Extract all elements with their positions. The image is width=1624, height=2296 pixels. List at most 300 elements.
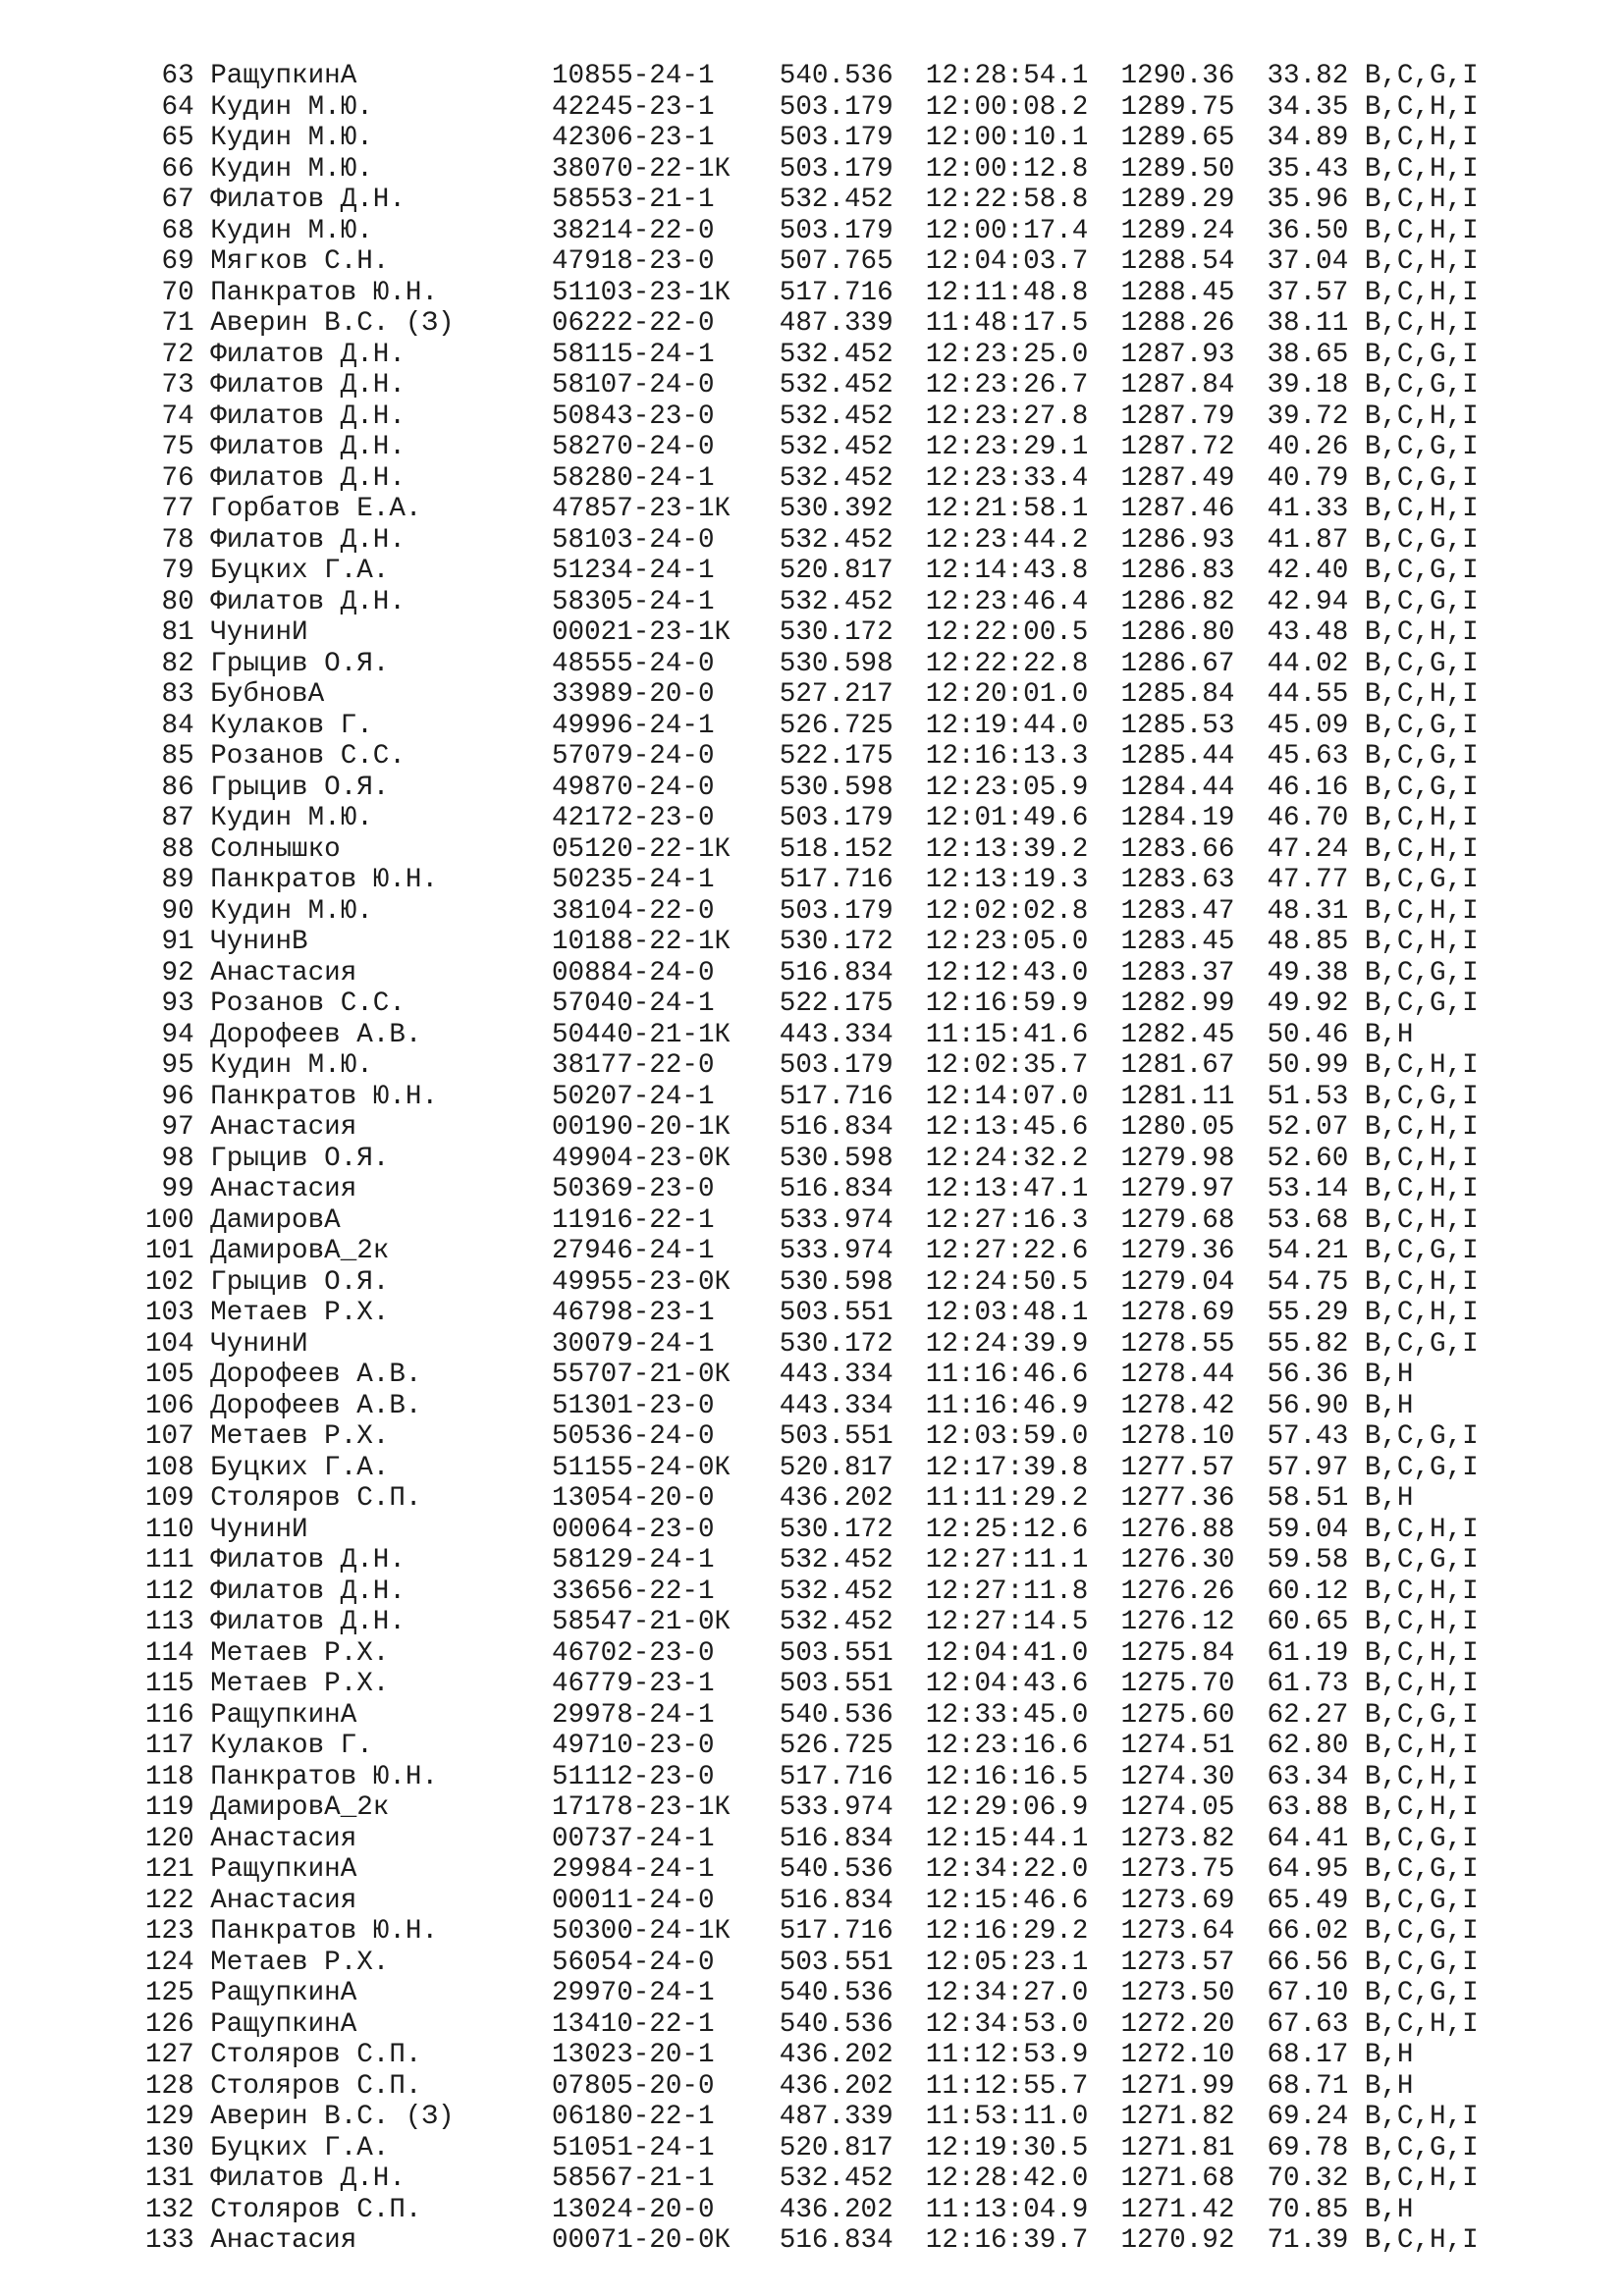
- rank-cell: 90: [161, 895, 194, 927]
- table-row: [145, 1978, 1624, 2009]
- points-cell: 503.179: [779, 123, 893, 153]
- entry-code-cell: 56054-24-0: [551, 1947, 715, 1978]
- participant-name-cell: Анастасия: [210, 1174, 357, 1204]
- time-cell: 12:23:29.1: [925, 432, 1089, 462]
- time-cell: 12:13:45.6: [925, 1112, 1089, 1143]
- total-score-cell: 1289.24: [1120, 215, 1235, 246]
- time-cell: 12:23:26.7: [925, 370, 1089, 400]
- table-row: [145, 2102, 1624, 2133]
- entry-code-cell: 51234-24-1: [551, 556, 715, 586]
- points-cell: 532.452: [779, 524, 893, 556]
- time-cell: 12:23:25.0: [925, 339, 1089, 370]
- time-cell: 11:53:11.0: [925, 2102, 1089, 2132]
- table-row: [145, 803, 1624, 834]
- entry-code-cell: 50235-24-1: [551, 865, 715, 895]
- entry-code-cell: 50300-24-1К: [551, 1916, 731, 1947]
- gap-cell: 62.80: [1267, 1731, 1349, 1761]
- entry-code-cell: 42306-23-1: [551, 123, 715, 153]
- gap-cell: 55.29: [1267, 1298, 1349, 1328]
- total-score-cell: 1273.69: [1120, 1885, 1235, 1916]
- points-cell: 533.974: [779, 1236, 893, 1266]
- gap-cell: 68.17: [1267, 2040, 1349, 2070]
- total-score-cell: 1285.84: [1120, 679, 1235, 710]
- gap-cell: 61.73: [1267, 1669, 1349, 1699]
- classes-cell: B,C,G,I: [1364, 1545, 1479, 1575]
- time-cell: 11:12:55.7: [925, 2070, 1089, 2102]
- total-score-cell: 1288.26: [1120, 308, 1235, 339]
- entry-code-cell: 10188-22-1К: [551, 927, 731, 957]
- points-cell: 532.452: [779, 370, 893, 400]
- table-row: [145, 123, 1624, 154]
- total-score-cell: 1278.42: [1120, 1390, 1235, 1421]
- total-score-cell: 1288.45: [1120, 277, 1235, 308]
- gap-cell: 60.12: [1267, 1575, 1349, 1607]
- time-cell: 12:23:46.4: [925, 586, 1089, 617]
- rank-cell: 131: [145, 2163, 194, 2194]
- table-row: [145, 2195, 1624, 2226]
- gap-cell: 68.71: [1267, 2070, 1349, 2102]
- rank-cell: 73: [161, 370, 194, 400]
- table-row: [145, 1731, 1624, 1762]
- participant-name-cell: Анастасия: [210, 2225, 357, 2256]
- total-score-cell: 1289.29: [1120, 185, 1235, 215]
- time-cell: 12:24:32.2: [925, 1143, 1089, 1174]
- participant-name-cell: Филатов Д.Н.: [210, 432, 406, 462]
- table-row: [145, 246, 1624, 278]
- points-cell: 530.598: [779, 1266, 893, 1298]
- rank-cell: 96: [161, 1081, 194, 1112]
- points-cell: 503.551: [779, 1947, 893, 1978]
- table-row: [145, 1360, 1624, 1391]
- entry-code-cell: 49996-24-1: [551, 710, 715, 741]
- rank-cell: 83: [161, 679, 194, 710]
- rank-cell: 77: [161, 494, 194, 524]
- gap-cell: 43.48: [1267, 617, 1349, 648]
- classes-cell: B,C,H,I: [1364, 1143, 1479, 1174]
- gap-cell: 53.68: [1267, 1204, 1349, 1236]
- classes-cell: B,C,H,I: [1364, 679, 1479, 710]
- time-cell: 12:03:59.0: [925, 1421, 1089, 1452]
- gap-cell: 66.02: [1267, 1916, 1349, 1947]
- gap-cell: 51.53: [1267, 1081, 1349, 1112]
- table-row: [145, 1421, 1624, 1453]
- entry-code-cell: 10855-24-1: [551, 61, 715, 91]
- total-score-cell: 1278.10: [1120, 1421, 1235, 1452]
- gap-cell: 58.51: [1267, 1483, 1349, 1514]
- entry-code-cell: 29984-24-1: [551, 1854, 715, 1885]
- total-score-cell: 1290.36: [1120, 61, 1235, 91]
- participant-name-cell: Дорофеев А.В.: [210, 1019, 422, 1050]
- participant-name-cell: Буцких Г.А.: [210, 556, 390, 586]
- time-cell: 12:02:02.8: [925, 895, 1089, 927]
- gap-cell: 59.58: [1267, 1545, 1349, 1575]
- entry-code-cell: 47857-23-1К: [551, 494, 731, 524]
- classes-cell: B,C,H,I: [1364, 308, 1479, 339]
- gap-cell: 49.38: [1267, 957, 1349, 988]
- total-score-cell: 1279.04: [1120, 1266, 1235, 1298]
- classes-cell: B,C,G,I: [1364, 1978, 1479, 2008]
- gap-cell: 50.99: [1267, 1050, 1349, 1081]
- time-cell: 12:16:39.7: [925, 2225, 1089, 2256]
- participant-name-cell: ДамировА_2к: [210, 1236, 390, 1266]
- participant-name-cell: Панкратов Ю.Н.: [210, 1081, 439, 1112]
- entry-code-cell: 06222-22-0: [551, 308, 715, 339]
- time-cell: 12:13:39.2: [925, 833, 1089, 865]
- rank-cell: 78: [161, 524, 194, 556]
- entry-code-cell: 05120-22-1К: [551, 833, 731, 865]
- table-row: [145, 525, 1624, 557]
- total-score-cell: 1276.30: [1120, 1545, 1235, 1575]
- points-cell: 443.334: [779, 1390, 893, 1421]
- time-cell: 12:00:10.1: [925, 123, 1089, 153]
- classes-cell: B,H: [1364, 1360, 1414, 1390]
- classes-cell: B,C,G,I: [1364, 1236, 1479, 1266]
- total-score-cell: 1275.84: [1120, 1637, 1235, 1669]
- participant-name-cell: Грыцив О.Я.: [210, 772, 390, 803]
- entry-code-cell: 48555-24-0: [551, 648, 715, 679]
- gap-cell: 39.72: [1267, 400, 1349, 432]
- total-score-cell: 1278.55: [1120, 1328, 1235, 1360]
- rank-cell: 79: [161, 556, 194, 586]
- classes-cell: B,C,G,I: [1364, 648, 1479, 679]
- points-cell: 526.725: [779, 1731, 893, 1761]
- classes-cell: B,C,H,I: [1364, 927, 1479, 957]
- time-cell: 12:00:12.8: [925, 153, 1089, 185]
- table-row: [145, 2225, 1624, 2257]
- points-cell: 487.339: [779, 2102, 893, 2132]
- entry-code-cell: 47918-23-0: [551, 246, 715, 277]
- time-cell: 12:14:07.0: [925, 1081, 1089, 1112]
- classes-cell: B,C,H,I: [1364, 1637, 1479, 1669]
- time-cell: 12:04:43.6: [925, 1669, 1089, 1699]
- entry-code-cell: 42245-23-1: [551, 91, 715, 123]
- points-cell: 520.817: [779, 2132, 893, 2163]
- rank-cell: 103: [145, 1298, 194, 1328]
- total-score-cell: 1283.63: [1120, 865, 1235, 895]
- participant-name-cell: Кудин М.Ю.: [210, 215, 373, 246]
- entry-code-cell: 49870-24-0: [551, 772, 715, 803]
- rank-cell: 109: [145, 1483, 194, 1514]
- points-cell: 503.179: [779, 91, 893, 123]
- entry-code-cell: 57040-24-1: [551, 988, 715, 1019]
- entry-code-cell: 51112-23-0: [551, 1761, 715, 1792]
- gap-cell: 69.78: [1267, 2132, 1349, 2163]
- rank-cell: 130: [145, 2132, 194, 2163]
- entry-code-cell: 50843-23-0: [551, 400, 715, 432]
- table-row: [145, 370, 1624, 401]
- classes-cell: B,C,G,I: [1364, 61, 1479, 91]
- gap-cell: 65.49: [1267, 1885, 1349, 1916]
- table-row: [145, 927, 1624, 958]
- time-cell: 12:02:35.7: [925, 1050, 1089, 1081]
- entry-code-cell: 33989-20-0: [551, 679, 715, 710]
- participant-name-cell: ЧунинИ: [210, 1514, 308, 1545]
- table-row: [145, 711, 1624, 742]
- time-cell: 12:05:23.1: [925, 1947, 1089, 1978]
- total-score-cell: 1273.75: [1120, 1854, 1235, 1885]
- rank-cell: 133: [145, 2225, 194, 2256]
- table-row: [145, 1483, 1624, 1515]
- rank-cell: 112: [145, 1575, 194, 1607]
- time-cell: 12:27:16.3: [925, 1204, 1089, 1236]
- total-score-cell: 1286.80: [1120, 617, 1235, 648]
- classes-cell: B,C,H,I: [1364, 1112, 1479, 1143]
- table-row: [145, 1453, 1624, 1484]
- participant-name-cell: Кудин М.Ю.: [210, 123, 373, 153]
- gap-cell: 70.85: [1267, 2194, 1349, 2225]
- participant-name-cell: Панкратов Ю.Н.: [210, 277, 439, 308]
- rank-cell: 100: [145, 1204, 194, 1236]
- participant-name-cell: Столяров С.П.: [210, 2194, 422, 2225]
- participant-name-cell: Столяров С.П.: [210, 1483, 422, 1514]
- participant-name-cell: Метаев Р.Х.: [210, 1421, 390, 1452]
- points-cell: 517.716: [779, 1081, 893, 1112]
- participant-name-cell: Филатов Д.Н.: [210, 1545, 406, 1575]
- time-cell: 12:17:39.8: [925, 1452, 1089, 1483]
- gap-cell: 67.63: [1267, 2008, 1349, 2040]
- rank-cell: 70: [161, 277, 194, 308]
- table-row: [145, 1792, 1624, 1824]
- rank-cell: 66: [161, 153, 194, 185]
- participant-name-cell: ЧунинВ: [210, 927, 308, 957]
- entry-code-cell: 00190-20-1К: [551, 1112, 731, 1143]
- points-cell: 517.716: [779, 277, 893, 308]
- gap-cell: 52.60: [1267, 1143, 1349, 1174]
- entry-code-cell: 38104-22-0: [551, 895, 715, 927]
- participant-name-cell: Анастасия: [210, 957, 357, 988]
- gap-cell: 47.77: [1267, 865, 1349, 895]
- rank-cell: 89: [161, 865, 194, 895]
- time-cell: 12:22:58.8: [925, 185, 1089, 215]
- classes-cell: B,C,G,I: [1364, 957, 1479, 988]
- table-row: [145, 308, 1624, 340]
- rank-cell: 123: [145, 1916, 194, 1947]
- points-cell: 540.536: [779, 61, 893, 91]
- gap-cell: 70.32: [1267, 2163, 1349, 2194]
- points-cell: 436.202: [779, 2040, 893, 2070]
- table-row: [145, 865, 1624, 896]
- classes-cell: B,C,G,I: [1364, 710, 1479, 741]
- time-cell: 11:16:46.9: [925, 1390, 1089, 1421]
- table-row: [145, 617, 1624, 649]
- entry-code-cell: 49710-23-0: [551, 1731, 715, 1761]
- entry-code-cell: 00064-23-0: [551, 1514, 715, 1545]
- rank-cell: 115: [145, 1669, 194, 1699]
- time-cell: 12:27:14.5: [925, 1607, 1089, 1637]
- classes-cell: B,C,H,I: [1364, 215, 1479, 246]
- time-cell: 12:00:08.2: [925, 91, 1089, 123]
- points-cell: 540.536: [779, 2008, 893, 2040]
- rank-cell: 92: [161, 957, 194, 988]
- points-cell: 532.452: [779, 400, 893, 432]
- entry-code-cell: 38070-22-1К: [551, 153, 731, 185]
- gap-cell: 34.89: [1267, 123, 1349, 153]
- rank-cell: 117: [145, 1731, 194, 1761]
- points-cell: 503.179: [779, 1050, 893, 1081]
- gap-cell: 54.75: [1267, 1266, 1349, 1298]
- rank-cell: 85: [161, 741, 194, 772]
- rank-cell: 129: [145, 2102, 194, 2132]
- entry-code-cell: 46779-23-1: [551, 1669, 715, 1699]
- rank-cell: 121: [145, 1854, 194, 1885]
- gap-cell: 56.90: [1267, 1390, 1349, 1421]
- total-score-cell: 1273.64: [1120, 1916, 1235, 1947]
- points-cell: 540.536: [779, 1854, 893, 1885]
- time-cell: 12:20:01.0: [925, 679, 1089, 710]
- classes-cell: B,C,H,I: [1364, 123, 1479, 153]
- points-cell: 516.834: [779, 2225, 893, 2256]
- points-cell: 530.598: [779, 772, 893, 803]
- table-row: [145, 1329, 1624, 1361]
- participant-name-cell: Панкратов Ю.Н.: [210, 865, 439, 895]
- participant-name-cell: Розанов С.С.: [210, 741, 406, 772]
- total-score-cell: 1289.50: [1120, 153, 1235, 185]
- time-cell: 12:23:05.9: [925, 772, 1089, 803]
- gap-cell: 61.19: [1267, 1637, 1349, 1669]
- classes-cell: B,C,G,I: [1364, 1885, 1479, 1916]
- participant-name-cell: Столяров С.П.: [210, 2040, 422, 2070]
- rank-cell: 105: [145, 1360, 194, 1390]
- total-score-cell: 1273.82: [1120, 1823, 1235, 1854]
- entry-code-cell: 58129-24-1: [551, 1545, 715, 1575]
- classes-cell: B,C,H,I: [1364, 833, 1479, 865]
- rank-cell: 128: [145, 2070, 194, 2102]
- classes-cell: B,C,H,I: [1364, 1575, 1479, 1607]
- table-row: [145, 1020, 1624, 1051]
- rank-cell: 88: [161, 833, 194, 865]
- table-row: [145, 988, 1624, 1020]
- rank-cell: 98: [161, 1143, 194, 1174]
- gap-cell: 46.16: [1267, 772, 1349, 803]
- rank-cell: 87: [161, 803, 194, 833]
- entry-code-cell: 51301-23-0: [551, 1390, 715, 1421]
- classes-cell: B,C,H,I: [1364, 153, 1479, 185]
- total-score-cell: 1278.69: [1120, 1298, 1235, 1328]
- time-cell: 11:12:53.9: [925, 2040, 1089, 2070]
- points-cell: 532.452: [779, 339, 893, 370]
- points-cell: 532.452: [779, 462, 893, 494]
- rank-cell: 118: [145, 1761, 194, 1792]
- points-cell: 532.452: [779, 1575, 893, 1607]
- table-row: [145, 340, 1624, 371]
- table-row: [145, 896, 1624, 928]
- participant-name-cell: РащупкинА: [210, 2008, 357, 2040]
- table-row: [145, 741, 1624, 773]
- points-cell: 533.974: [779, 1792, 893, 1823]
- time-cell: 12:22:22.8: [925, 648, 1089, 679]
- points-cell: 503.551: [779, 1637, 893, 1669]
- rank-cell: 127: [145, 2040, 194, 2070]
- rank-cell: 68: [161, 215, 194, 246]
- rank-cell: 114: [145, 1637, 194, 1669]
- entry-code-cell: 29970-24-1: [551, 1978, 715, 2008]
- total-score-cell: 1271.42: [1120, 2194, 1235, 2225]
- rank-cell: 65: [161, 123, 194, 153]
- classes-cell: B,C,G,I: [1364, 1421, 1479, 1452]
- table-row: [145, 2040, 1624, 2071]
- table-row: [145, 587, 1624, 618]
- rank-cell: 86: [161, 772, 194, 803]
- classes-cell: B,C,G,I: [1364, 1452, 1479, 1483]
- gap-cell: 50.46: [1267, 1019, 1349, 1050]
- entry-code-cell: 00737-24-1: [551, 1823, 715, 1854]
- classes-cell: B,C,H,I: [1364, 1792, 1479, 1823]
- gap-cell: 34.35: [1267, 91, 1349, 123]
- entry-code-cell: 30079-24-1: [551, 1328, 715, 1360]
- entry-code-cell: 42172-23-0: [551, 803, 715, 833]
- table-row: [145, 834, 1624, 866]
- points-cell: 503.551: [779, 1298, 893, 1328]
- gap-cell: 45.09: [1267, 710, 1349, 741]
- time-cell: 11:48:17.5: [925, 308, 1089, 339]
- total-score-cell: 1274.51: [1120, 1731, 1235, 1761]
- gap-cell: 64.95: [1267, 1854, 1349, 1885]
- time-cell: 12:13:47.1: [925, 1174, 1089, 1204]
- participant-name-cell: Филатов Д.Н.: [210, 339, 406, 370]
- entry-code-cell: 58547-21-0К: [551, 1607, 731, 1637]
- time-cell: 12:19:44.0: [925, 710, 1089, 741]
- rank-cell: 95: [161, 1050, 194, 1081]
- time-cell: 12:16:59.9: [925, 988, 1089, 1019]
- points-cell: 532.452: [779, 432, 893, 462]
- classes-cell: B,C,H,I: [1364, 803, 1479, 833]
- entry-code-cell: 33656-22-1: [551, 1575, 715, 1607]
- time-cell: 12:03:48.1: [925, 1298, 1089, 1328]
- gap-cell: 59.04: [1267, 1514, 1349, 1545]
- participant-name-cell: Метаев Р.Х.: [210, 1947, 390, 1978]
- classes-cell: B,C,H,I: [1364, 1761, 1479, 1792]
- classes-cell: B,C,G,I: [1364, 1081, 1479, 1112]
- points-cell: 532.452: [779, 2163, 893, 2194]
- time-cell: 12:01:49.6: [925, 803, 1089, 833]
- total-score-cell: 1281.67: [1120, 1050, 1235, 1081]
- total-score-cell: 1282.45: [1120, 1019, 1235, 1050]
- entry-code-cell: 58107-24-0: [551, 370, 715, 400]
- entry-code-cell: 27946-24-1: [551, 1236, 715, 1266]
- participant-name-cell: Кудин М.Ю.: [210, 803, 373, 833]
- time-cell: 12:23:44.2: [925, 524, 1089, 556]
- rank-cell: 126: [145, 2008, 194, 2040]
- rank-cell: 74: [161, 400, 194, 432]
- table-row: [145, 432, 1624, 463]
- total-score-cell: 1284.44: [1120, 772, 1235, 803]
- rank-cell: 108: [145, 1452, 194, 1483]
- time-cell: 12:23:05.0: [925, 927, 1089, 957]
- participant-name-cell: ЧунинИ: [210, 617, 308, 648]
- table-row: [145, 2133, 1624, 2164]
- classes-cell: B,C,G,I: [1364, 1854, 1479, 1885]
- rank-cell: 81: [161, 617, 194, 648]
- participant-name-cell: Солнышко: [210, 833, 341, 865]
- rank-cell: 94: [161, 1019, 194, 1050]
- gap-cell: 36.50: [1267, 215, 1349, 246]
- table-row: [145, 1515, 1624, 1546]
- rank-cell: 125: [145, 1978, 194, 2008]
- table-row: [145, 1174, 1624, 1205]
- participant-name-cell: РащупкинА: [210, 1978, 357, 2008]
- table-row: [145, 1607, 1624, 1638]
- entry-code-cell: 51155-24-0К: [551, 1452, 731, 1483]
- rank-cell: 97: [161, 1112, 194, 1143]
- rank-cell: 132: [145, 2194, 194, 2225]
- entry-code-cell: 13023-20-1: [551, 2040, 715, 2070]
- total-score-cell: 1284.19: [1120, 803, 1235, 833]
- rank-cell: 93: [161, 988, 194, 1019]
- classes-cell: B,C,H,I: [1364, 1669, 1479, 1699]
- gap-cell: 48.85: [1267, 927, 1349, 957]
- rank-cell: 116: [145, 1699, 194, 1731]
- entry-code-cell: 50440-21-1К: [551, 1019, 731, 1050]
